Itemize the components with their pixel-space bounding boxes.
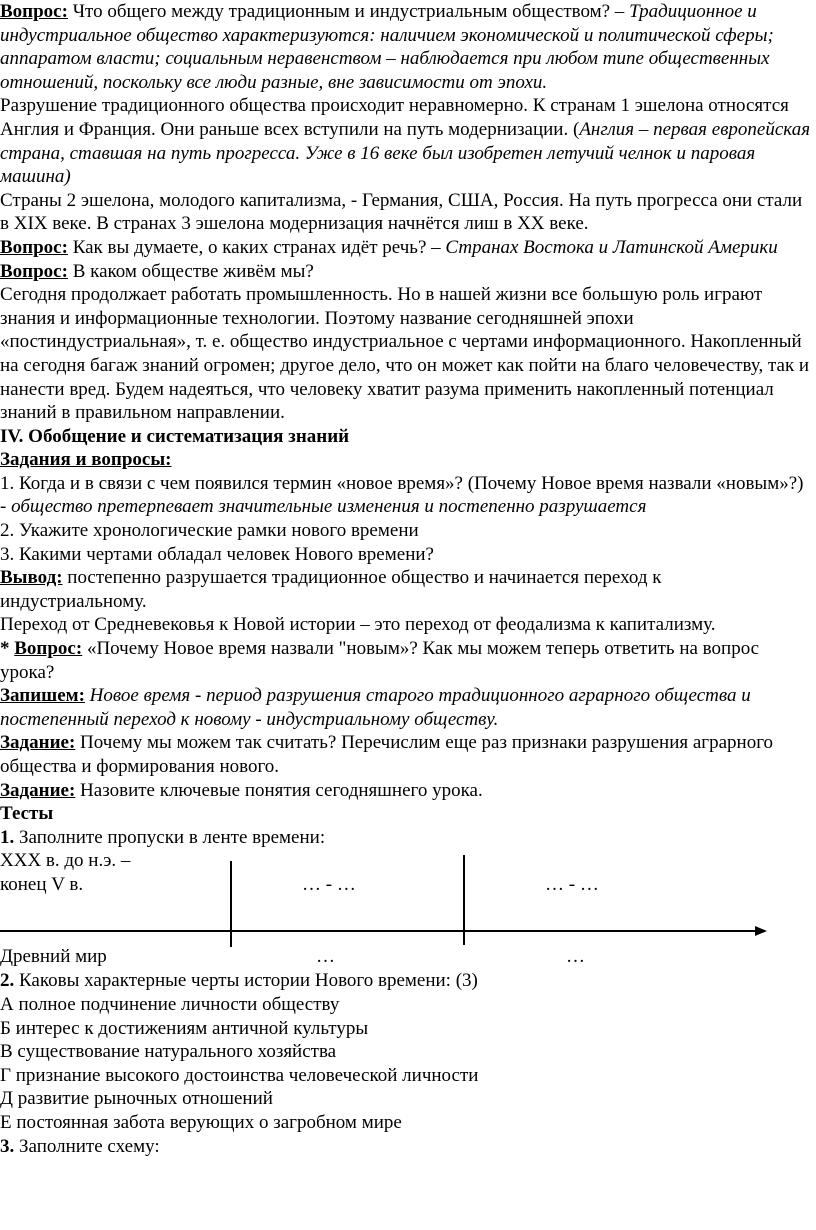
question-text: В каком обществе живём мы? bbox=[67, 260, 314, 282]
paragraph-record bbox=[0, 684, 812, 731]
timeline-label-ancient: Древний мир bbox=[0, 946, 107, 968]
question-answer: Странах Востока и Латинской Америки bbox=[445, 236, 778, 258]
paragraph-question-star bbox=[0, 637, 812, 684]
paragraph-echelon-1 bbox=[0, 94, 812, 188]
timeline bbox=[0, 849, 812, 945]
task-text: Назовите ключевые понятия сегодняшнего урока. bbox=[75, 779, 483, 801]
question-text: «Почему Новое время назвали "новым»? Как мы можем теперь ответить на вопрос урока? bbox=[0, 638, 760, 683]
paragraph-task-2 bbox=[0, 779, 812, 803]
star-mark: * bbox=[0, 638, 15, 660]
timeline-divider-1 bbox=[230, 861, 232, 947]
timeline-gap2-bottom: … bbox=[566, 946, 585, 968]
question-label: Вопрос: bbox=[14, 638, 83, 660]
task-label: Задание: bbox=[0, 779, 76, 801]
list-item-q2: 2. Укажите хронологические рамки нового времени bbox=[0, 520, 419, 542]
record-label: Запишем: bbox=[0, 685, 85, 707]
test-2-option-v: В существование натурального хозяйства bbox=[0, 1041, 337, 1063]
record-text: Новое время - период разрушения старого традиционного аграрного общества и постепенный переход к новому - индустриальному обществу. bbox=[0, 685, 751, 730]
conclusion-text: постепенно разрушается традиционное общество и начинается переход к индустриальному. bbox=[0, 567, 662, 612]
timeline-gap1-bottom: … bbox=[316, 946, 335, 968]
paragraph-question-1 bbox=[0, 0, 812, 94]
question-label: Вопрос: bbox=[0, 1, 68, 22]
test-number: 3. bbox=[0, 1135, 15, 1157]
paragraph-postindustrial: Сегодня продолжает работать промышленность. Но в нашей жизни все большую роль играют знания и информационные технологии. Поэтому название сегодняшней эпохи «постиндустриальная», т. е. общество индустриальное с чертами информационного. Накопленный на сегодня багаж знаний огромен; другое дело, что он может как пойти на благо человечеству, так и нанести вред. Будем надеяться, что человеку хватит разума применить накопленный потенциал знаний в правильном направлении. bbox=[0, 284, 810, 424]
timeline-bottom-labels bbox=[0, 945, 812, 969]
test-3 bbox=[0, 1135, 812, 1159]
paragraph-transition: Переход от Средневековья к Новой истории – это переход от феодализма к капитализму. bbox=[0, 614, 716, 636]
list-item-q1 bbox=[0, 472, 812, 519]
test-text: Каковы характерные черты истории Нового времени: (3) bbox=[14, 970, 478, 992]
paragraph-conclusion bbox=[0, 566, 812, 613]
timeline-arrow-icon bbox=[755, 926, 767, 936]
test-text: Заполните пропуски в ленте времени: bbox=[14, 826, 326, 848]
list-item-q3: 3. Какими чертами обладал человек Нового времени? bbox=[0, 543, 434, 565]
q1-answer: общество претерпевает значительные изменения и постепенно разрушается bbox=[11, 496, 647, 518]
test-1 bbox=[0, 826, 812, 850]
test-2-option-g: Г признание высокого достоинства человеческой личности bbox=[0, 1064, 479, 1086]
tasks-heading: Задания и вопросы: bbox=[0, 449, 172, 471]
task-text: Почему мы можем так считать? Перечислим еще раз признаки разрушения аграрного общества и формирования нового. bbox=[0, 732, 774, 777]
task-label: Задание: bbox=[0, 732, 76, 754]
paragraph-question-2 bbox=[0, 236, 812, 260]
timeline-gap1-top: … - … bbox=[302, 874, 356, 896]
q1-text: 1. Когда и в связи с чем появился термин «новое время»? (Почему Новое время назвали «новым»?) - bbox=[0, 472, 804, 518]
test-number: 2. bbox=[0, 970, 15, 992]
tests-heading: Тесты bbox=[0, 803, 54, 825]
timeline-gap2-top: … - … bbox=[545, 874, 599, 896]
timeline-axis bbox=[0, 930, 756, 932]
question-label: Вопрос: bbox=[0, 236, 68, 258]
test-2-option-e: Е постоянная забота верующих о загробном мире bbox=[0, 1111, 402, 1133]
test-2-option-d: Д развитие рыночных отношений bbox=[0, 1088, 273, 1110]
paragraph-question-3 bbox=[0, 260, 812, 284]
timeline-start-line2: конец V в. bbox=[0, 874, 84, 896]
test-2 bbox=[0, 969, 812, 993]
timeline-divider-2 bbox=[463, 855, 465, 945]
test-text: Заполните схему: bbox=[14, 1135, 160, 1157]
test-2-option-b: Б интерес к достижениям античной культуры bbox=[0, 1017, 369, 1039]
question-label: Вопрос: bbox=[0, 260, 68, 282]
question-text: Что общего между традиционным и индустриальным обществом? – bbox=[67, 1, 630, 22]
test-2-option-a: А полное подчинение личности обществу bbox=[0, 993, 340, 1015]
paragraph-italic-note: Англия – первая европейская страна, ставшая на путь прогресса. Уже в 16 веке был изобретен летучий челнок и паровая машина) bbox=[0, 118, 811, 188]
test-number: 1. bbox=[0, 826, 15, 848]
question-answer: Традиционное и индустриальное общество характеризуются: наличием экономической и политической сферы; аппаратом власти; социальным неравенством – наблюдается при любом типе общественных отношений, поскольку все люди разные, вне зависимости от эпохи. bbox=[0, 1, 774, 93]
conclusion-label: Вывод: bbox=[0, 567, 63, 589]
section-heading: IV. Обобщение и систематизация знаний bbox=[0, 425, 350, 447]
question-text: Как вы думаете, о каких странах идёт речь? – bbox=[67, 236, 446, 258]
paragraph-text: Разрушение традиционного общества происходит неравномерно. К странам 1 эшелона относятся Англия и Франция. Они раньше всех вступили на путь модернизации. ( bbox=[0, 95, 789, 140]
paragraph-echelon-2: Страны 2 эшелона, молодого капитализма, - Германия, США, Россия. На путь прогресса они стали в XIX веке. В странах 3 эшелона модернизация начнётся лиш в XX веке. bbox=[0, 189, 803, 235]
timeline-start-line1: XXX в. до н.э. – bbox=[0, 850, 131, 872]
paragraph-task-1 bbox=[0, 731, 812, 778]
